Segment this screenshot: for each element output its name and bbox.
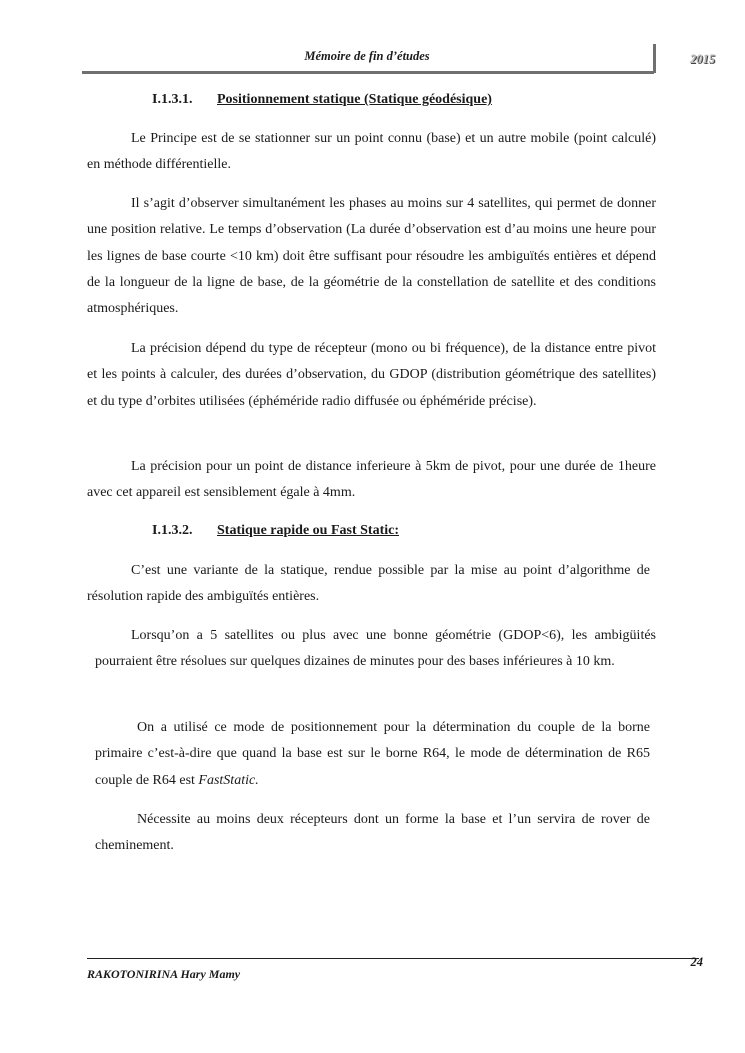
paragraph-text: On a utilisé ce mode de positionnement pour la détermination du couple de la borne primaire c’est-à-dire que quand la base est sur le borne R64, le mode de détermination de R65 couple de R64 est bbox=[95, 720, 650, 788]
paragraph: C’est une variante de la statique, rendue possible par la mise au point d’algorithme de résolution rapide des ambiguïtés entières. bbox=[87, 563, 650, 605]
paragraph: La précision dépend du type de récepteur (mono ou bi fréquence), de la distance entre pivot et les points à calculer, des durées d’observation, du GDOP (distribution géométrique des satellites) et du type d’orbites utilisées (éphéméride radio diffusée ou éphéméride précise). bbox=[87, 341, 656, 409]
paragraph: Il s’agit d’observer simultanément les phases au moins sur 4 satellites, qui permet de donner une position relative. Le temps d’observation (La durée d’observation est d’au moins une heure pour les lignes de base courte <10 km) doit être suffisant pour résoudre les ambiguïtés entières et dépend de la longueur de la ligne de base, de la géométrie de la constellation de satellite et des conditions atmosphériques. bbox=[87, 196, 656, 317]
paragraph: Lorsqu’on a 5 satellites ou plus avec une bonne géométrie (GDOP<6), les ambigüités pourraient être résolues sur quelques dizaines de minutes pour des bases inférieures à 10 km. bbox=[95, 628, 656, 670]
page-number: 24 bbox=[690, 955, 703, 969]
header-year: 2015 bbox=[690, 52, 715, 66]
section-number: I.1.3.1. bbox=[152, 92, 193, 107]
paragraph bbox=[95, 715, 650, 794]
section-title: Positionnement statique (Statique géodésique) bbox=[217, 92, 492, 107]
paragraph: Nécessite au moins deux récepteurs dont un forme la base et l’un servira de rover de cheminement. bbox=[95, 812, 650, 854]
document-title: Mémoire de fin d’études bbox=[304, 49, 430, 63]
footer-rule bbox=[87, 958, 699, 959]
section-number: I.1.3.2. bbox=[152, 523, 193, 538]
author-name: RAKOTONIRINA Hary Mamy bbox=[87, 967, 241, 981]
header-rule bbox=[82, 71, 654, 74]
section-title: Statique rapide ou Fast Static: bbox=[217, 523, 399, 538]
paragraph: La précision pour un point de distance inferieure à 5km de pivot, pour une durée de 1heure avec cet appareil est sensiblement égale à 4mm. bbox=[87, 459, 656, 501]
header-divider bbox=[653, 44, 656, 73]
paragraph: Le Principe est de se stationner sur un point connu (base) et un autre mobile (point calculé) en méthode différentielle. bbox=[87, 131, 656, 173]
mode-name: FastStatic. bbox=[198, 772, 259, 788]
